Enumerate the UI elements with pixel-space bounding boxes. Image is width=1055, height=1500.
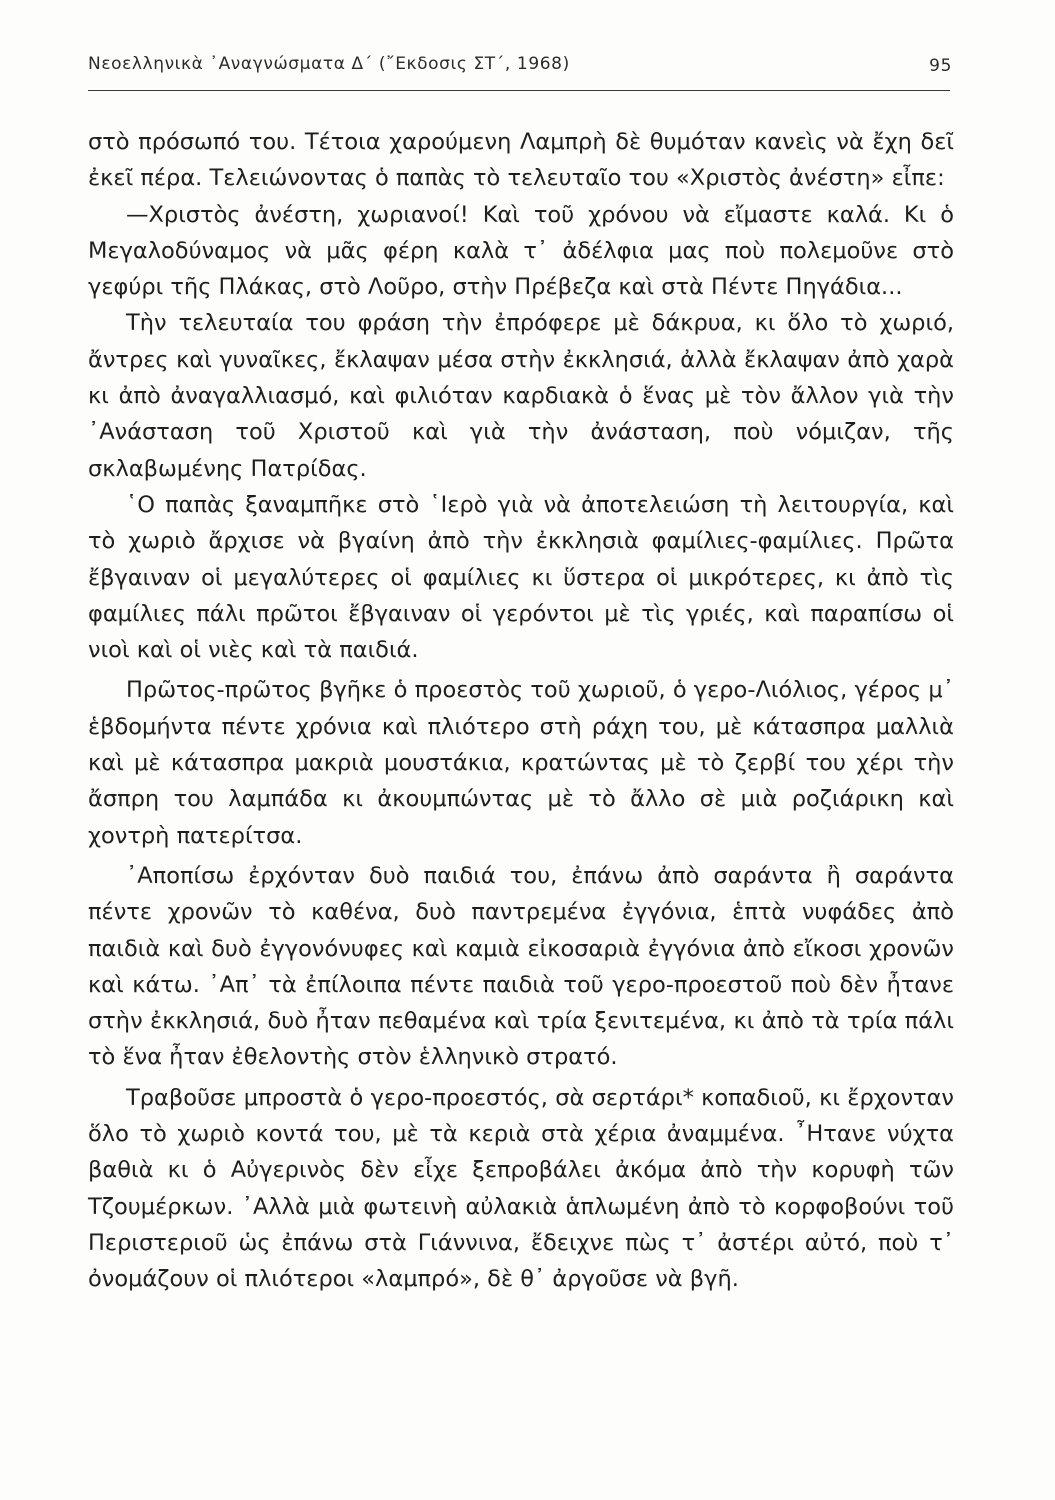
running-header bbox=[88, 54, 960, 84]
header-title: Νεοελληνικὰ ᾿Αναγνώσματα Δ΄ (῎Εκδοσις ΣΤ΄, 1968) bbox=[88, 54, 570, 74]
paragraph-continuation: στὸ πρόσωπό του. Τέτοια χαρούμενη Λαμπρὴ δὲ θυμόταν κανεὶς νὰ ἔχη δεῖ ἐκεῖ πέρα. Τελειώνοντας ὁ παπὰς τὸ τελευταῖο του «Χριστὸς ἀνέστη» εἶπε: bbox=[88, 129, 954, 192]
paragraph: Πρῶτος-πρῶτος βγῆκε ὁ προεστὸς τοῦ χωριοῦ, ὁ γερο-Λιόλιος, γέρος μ᾿ ἑβδομήντα πέντε χρόνια καὶ πλιότερο στὴ ράχη του, μὲ κάτασπρα μαλλιὰ καὶ μὲ κάτασπρα μακριὰ μουστάκια, κρατώντας μὲ τὸ ζερβί του χέρι τὴν ἄσπρη του λαμπάδα κι ἀκουμπώντας μὲ τὸ ἄλλο σὲ μιὰ ροζιάρικη καὶ χοντρὴ πατερίτσα. bbox=[88, 677, 954, 849]
paragraph-dialogue: —Χριστὸς ἀνέστη, χωριανοί! Καὶ τοῦ χρόνου νὰ εἴμαστε καλά. Κι ὁ Μεγαλοδύναμος νὰ μᾶς φέρη καλὰ τ᾿ ἀδέλφια μας ποὺ πολεμοῦνε στὸ γεφύρι τῆς Πλάκας, στὸ Λοῦρο, στὴν Πρέβεζα καὶ στὰ Πέντε Πηγάδια... bbox=[88, 201, 954, 301]
page-number: 95 bbox=[929, 56, 952, 76]
paragraph: ῾Ο παπὰς ξαναμπῆκε στὸ ῾Ιερὸ γιὰ νὰ ἀποτελειώση τὴ λειτουργία, καὶ τὸ χωριὸ ἄρχισε νὰ βγαίνη ἀπὸ τὴν ἐκκλησιὰ φαμίλιες-φαμίλιες. Πρῶτα ἔβγαιναν οἱ μεγαλύτερες οἱ φαμίλιες κι ὕστερα οἱ μικρότερες, κι ἀπὸ τὶς φαμίλιες πάλι πρῶτοι ἔβγαιναν οἱ γερόντοι μὲ τὶς γριές, καὶ παραπίσω οἱ νιοὶ καὶ οἱ νιὲς καὶ τὰ παιδιά. bbox=[88, 491, 954, 664]
body-text bbox=[88, 124, 954, 1298]
header-divider bbox=[88, 90, 950, 91]
paragraph: Τὴν τελευταία του φράση τὴν ἐπρόφερε μὲ δάκρυα, κι ὅλο τὸ χωριό, ἄντρες καὶ γυναῖκες, ἔκλαψαν μέσα στὴν ἐκκλησιά, ἀλλὰ ἔκλαψαν ἀπὸ χαρὰ κι ἀπὸ ἀναγαλλιασμό, καὶ φιλιόταν καρδιακὰ ὁ ἕνας μὲ τὸν ἄλλον γιὰ τὴν ᾿Ανάσταση τοῦ Χριστοῦ καὶ γιὰ τὴν ἀνάσταση, ποὺ νόμιζαν, τῆς σκλαβωμένης Πατρίδας. bbox=[88, 310, 954, 482]
paragraph: ᾿Αποπίσω ἐρχόνταν δυὸ παιδιά του, ἐπάνω ἀπὸ σαράντα ἢ σαράντα πέντε χρονῶν τὸ καθένα, δυὸ παντρεμένα ἐγγόνια, ἑπτὰ νυφάδες ἀπὸ παιδιὰ καὶ δυὸ ἐγγονόνυφες καὶ καμιὰ εἰκοσαριὰ ἐγγόνια ἀπὸ εἴκοσι χρονῶν καὶ κάτω. ᾿Απ᾿ τὰ ἐπίλοιπα πέντε παιδιὰ τοῦ γερο-προεστοῦ ποὺ δὲν ἦτανε στὴν ἐκκλησιά, δυὸ ἦταν πεθαμένα καὶ τρία ξενιτεμένα, κι ἀπὸ τὰ τρία πάλι τὸ ἕνα ἦταν ἐθελοντὴς στὸν ἑλληνικὸ στρατό. bbox=[88, 862, 954, 1071]
paragraph: Τραβοῦσε μπροστὰ ὁ γερο-προεστός, σὰ σερτάρι* κοπαδιοῦ, κι ἔρχονταν ὅλο τὸ χωριὸ κοντά του, μὲ τὰ κεριὰ στὰ χέρια ἀναμμένα. ῏Ητανε νύχτα βαθιὰ κι ὁ Αὐγερινὸς δὲν εἶχε ξεπροβάλει ἀκόμα ἀπὸ τὴν κορυφὴ τῶν Τζουμέρκων. ᾿Αλλὰ μιὰ φωτεινὴ αὐλακιὰ ἁπλωμένη ἀπὸ τὸ κορφοβούνι τοῦ Περιστεριοῦ ὡς ἐπάνω στὰ Γιάννινα, ἔδειχνε πὼς τ᾿ ἀστέρι αὐτό, ποὺ τ᾿ ὀνομάζουν οἱ πλιότεροι «λαμπρό», δὲ θ᾿ ἀργοῦσε νὰ βγῆ. bbox=[88, 1084, 954, 1293]
